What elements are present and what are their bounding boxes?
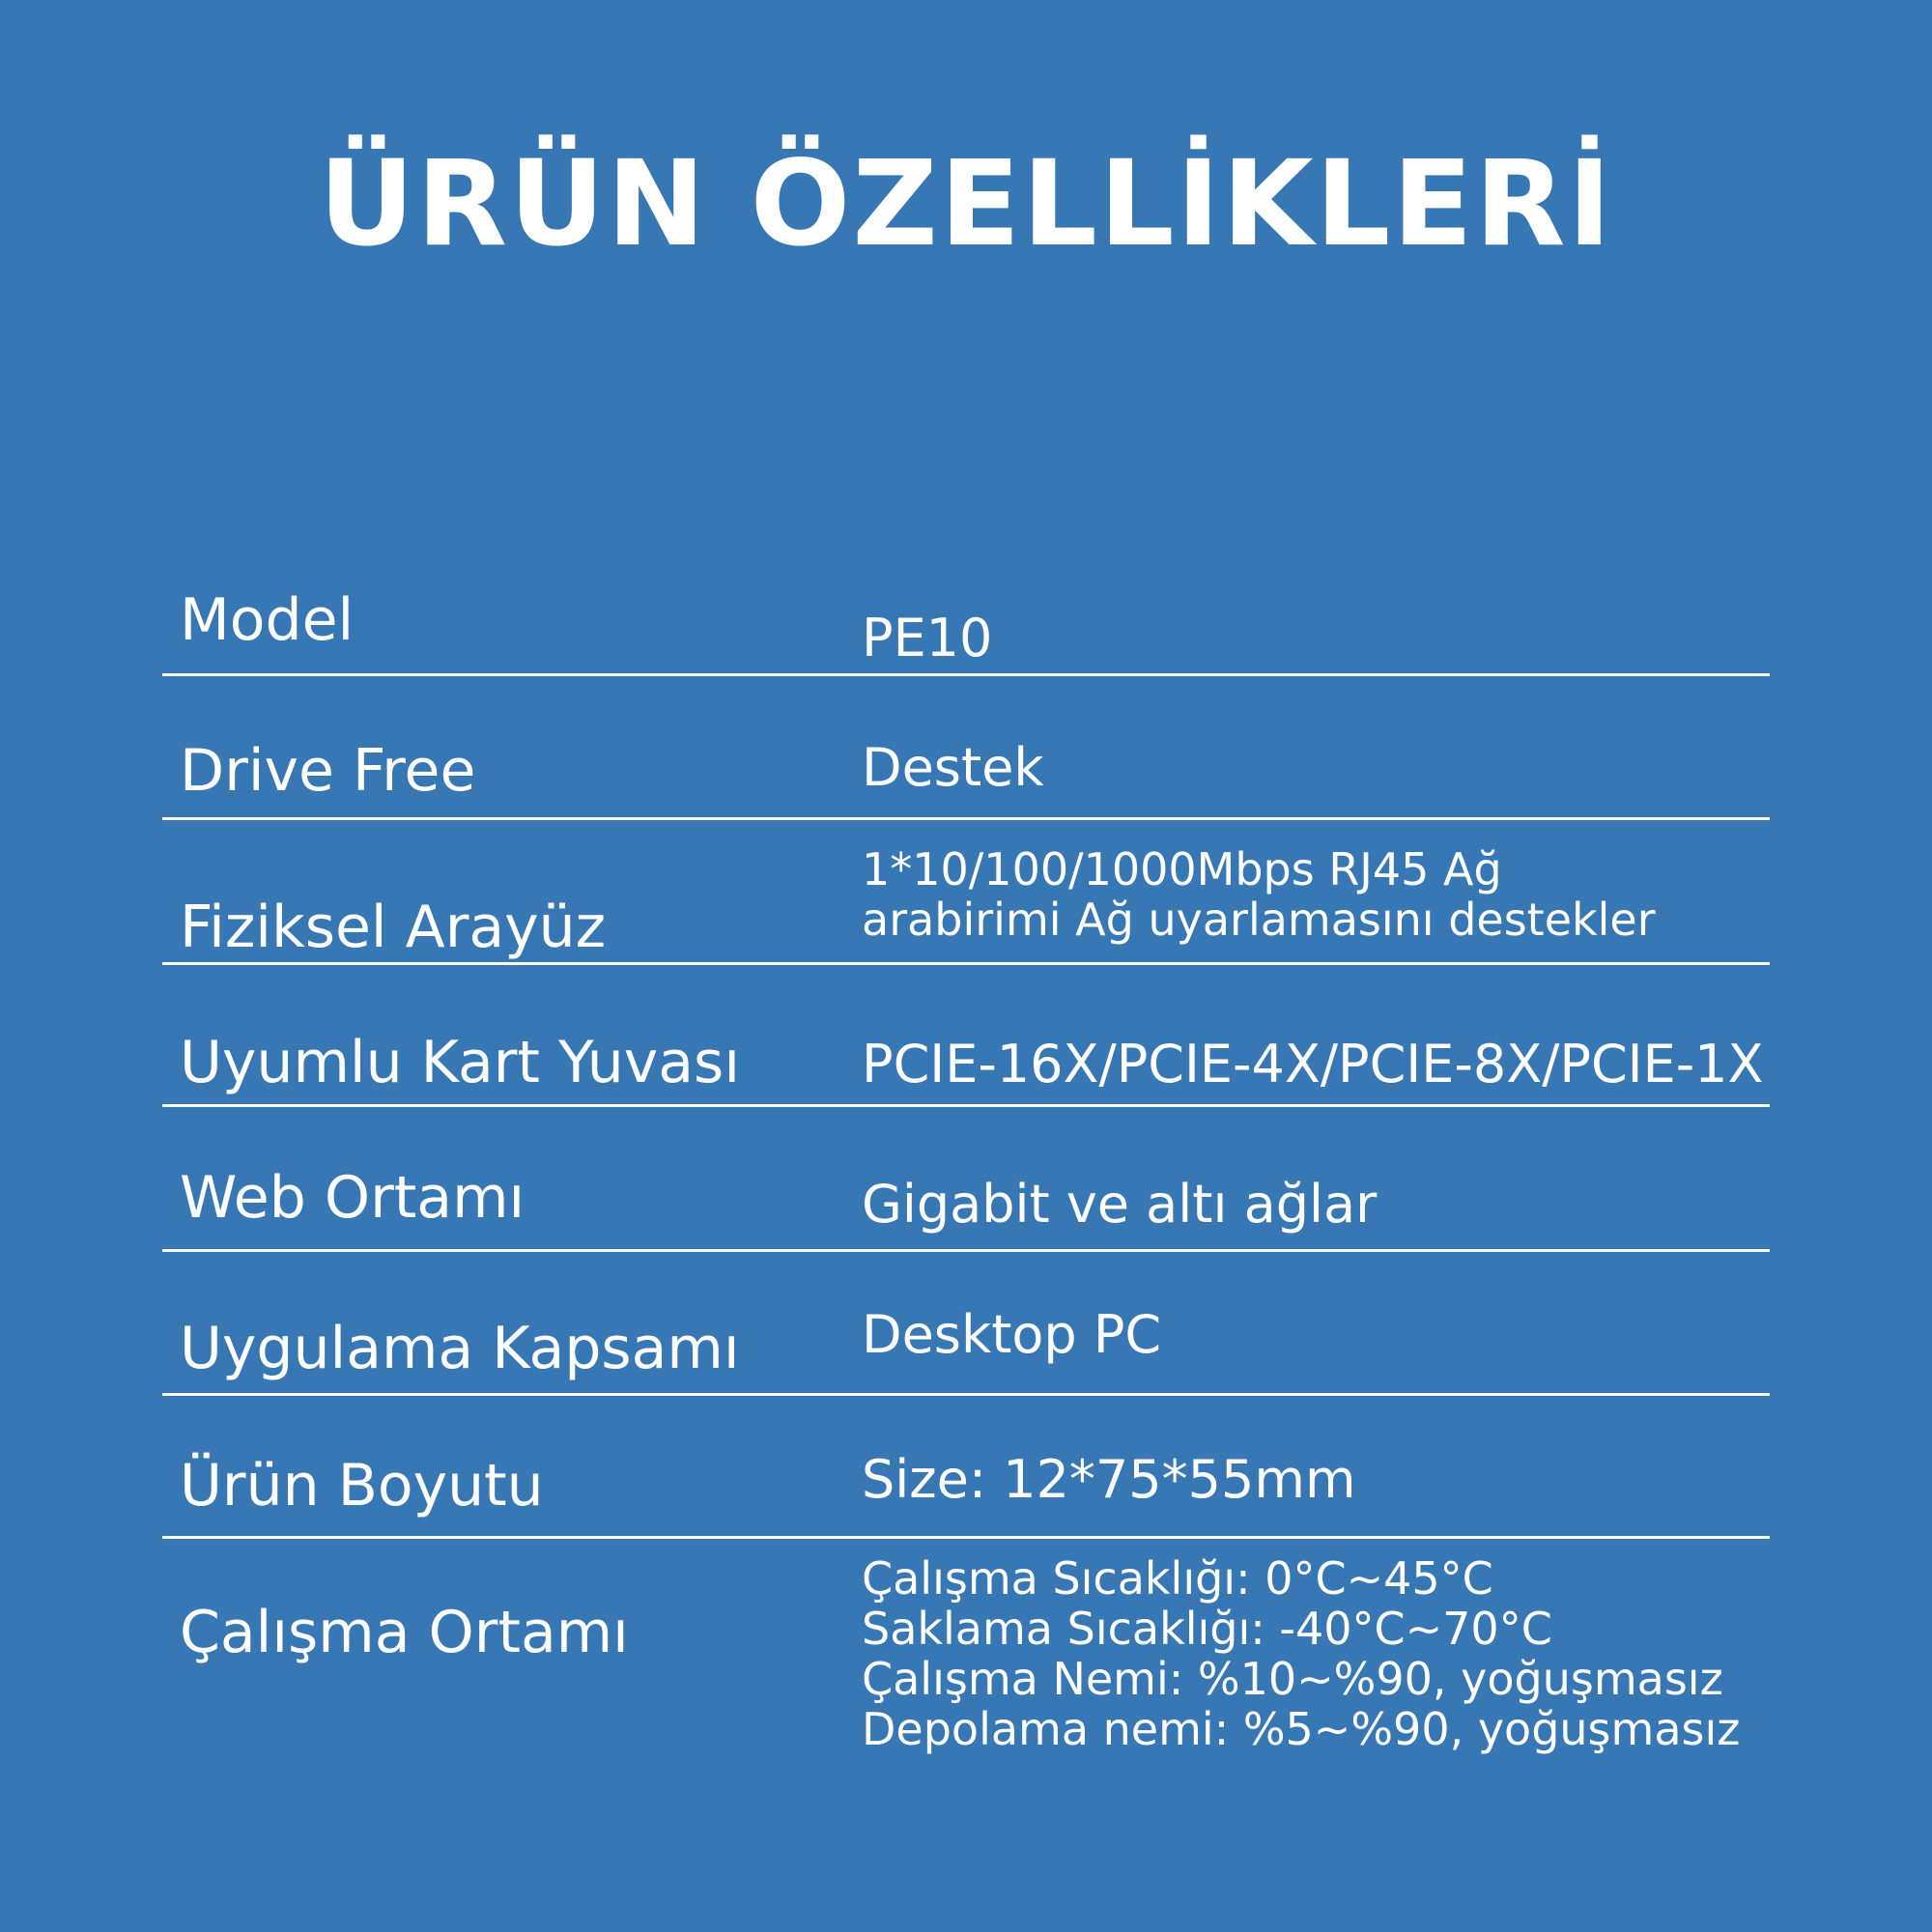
row-divider: [162, 673, 1770, 676]
row-divider: [162, 1104, 1770, 1107]
spec-value-web-environment: Gigabit ve altı ağlar: [862, 1174, 1378, 1235]
spec-value-product-size: Size: 12*75*55mm: [862, 1449, 1356, 1510]
spec-value-model: PE10: [862, 608, 993, 668]
spec-label-product-size: Ürün Boyutu: [180, 1452, 544, 1520]
row-divider: [162, 962, 1770, 965]
spec-value-card-slot: PCIE-16X/PCIE-4X/PCIE-8X/PCIE-1X: [862, 1034, 1764, 1094]
spec-value-physical-interface: [862, 844, 1656, 945]
spec-value-line: 1*10/100/1000Mbps RJ45 Ağ: [862, 843, 1502, 895]
spec-label-model: Model: [180, 586, 355, 654]
spec-value-drive-free: Destek: [862, 737, 1044, 798]
spec-value-line: arabirimi Ağ uyarlamasını destekler: [862, 894, 1656, 946]
row-divider: [162, 817, 1770, 820]
spec-value-application-scope: Desktop PC: [862, 1304, 1162, 1365]
spec-label-drive-free: Drive Free: [180, 737, 476, 805]
spec-label-card-slot: Uyumlu Kart Yuvası: [180, 1029, 740, 1096]
row-divider: [162, 1249, 1770, 1252]
spec-label-operating-environment: Çalışma Ortamı: [180, 1599, 629, 1666]
row-divider: [162, 1536, 1770, 1539]
spec-label-web-environment: Web Ortamı: [180, 1164, 526, 1232]
spec-value-operating-environment: [862, 1553, 1740, 1754]
spec-label-physical-interface: Fiziksel Arayüz: [180, 894, 607, 961]
spec-value-line: Çalışma Nemi: %10~%90, yoğuşmasız: [862, 1653, 1723, 1705]
row-divider: [162, 1393, 1770, 1396]
spec-value-line: Saklama Sıcaklığı: -40°C~70°C: [862, 1603, 1552, 1655]
page-title: ÜRÜN ÖZELLİKLERİ: [319, 135, 1613, 272]
spec-value-line: Çalışma Sıcaklığı: 0°C~45°C: [862, 1552, 1493, 1605]
spec-label-application-scope: Uygulama Kapsamı: [180, 1315, 740, 1382]
spec-value-line: Depolama nemi: %5~%90, yoğuşmasız: [862, 1703, 1741, 1755]
